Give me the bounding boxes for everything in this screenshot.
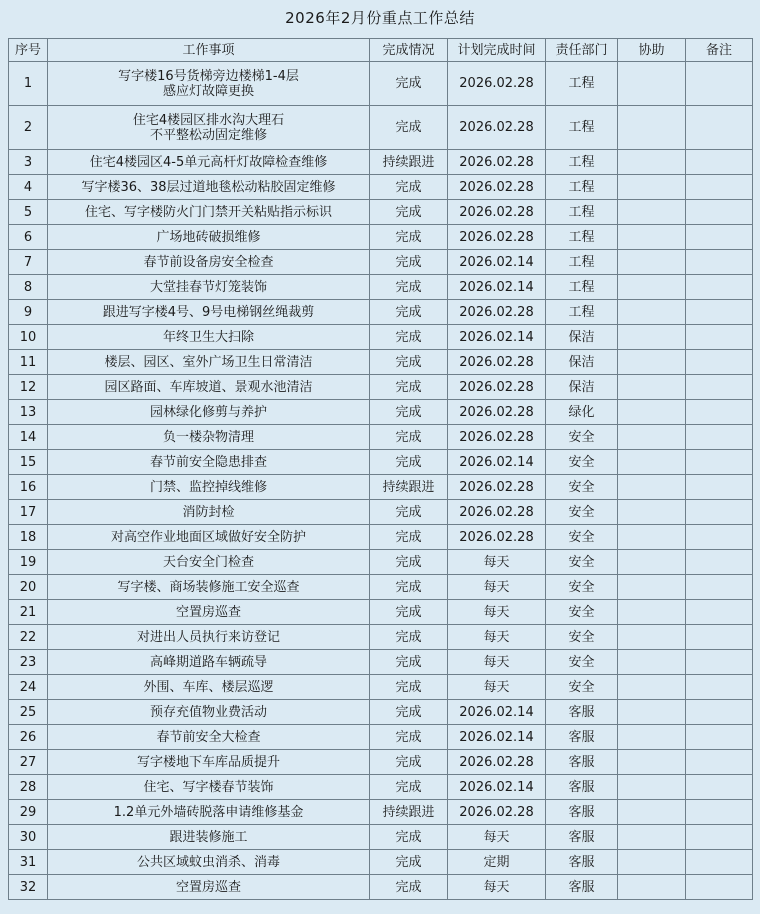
table-row: [9, 225, 753, 250]
header-note: 备注: [686, 39, 753, 62]
responsible-dept: 客服: [546, 750, 618, 775]
planned-date: 每天: [448, 625, 546, 650]
completion-status: 完成: [370, 275, 448, 300]
assist-cell: [618, 300, 686, 325]
row-number: 5: [9, 200, 48, 225]
note-cell: [686, 400, 753, 425]
work-item: 春节前安全隐患排查: [48, 450, 370, 475]
completion-status: 完成: [370, 375, 448, 400]
work-item: 空置房巡查: [48, 600, 370, 625]
row-number: 3: [9, 150, 48, 175]
responsible-dept: 工程: [546, 300, 618, 325]
note-cell: [686, 150, 753, 175]
completion-status: 完成: [370, 650, 448, 675]
row-number: 11: [9, 350, 48, 375]
note-cell: [686, 325, 753, 350]
responsible-dept: 安全: [546, 525, 618, 550]
planned-date: 2026.02.28: [448, 106, 546, 150]
table-header-row: [9, 39, 753, 62]
assist-cell: [618, 350, 686, 375]
completion-status: 完成: [370, 825, 448, 850]
responsible-dept: 客服: [546, 850, 618, 875]
planned-date: 2026.02.28: [448, 350, 546, 375]
work-item: 天台安全门检查: [48, 550, 370, 575]
planned-date: 定期: [448, 850, 546, 875]
work-item: 大堂挂春节灯笼装饰: [48, 275, 370, 300]
planned-date: 2026.02.28: [448, 475, 546, 500]
note-cell: [686, 300, 753, 325]
table-body: [9, 62, 753, 900]
row-number: 24: [9, 675, 48, 700]
work-item: 对进出人员执行来访登记: [48, 625, 370, 650]
planned-date: 2026.02.28: [448, 62, 546, 106]
assist-cell: [618, 775, 686, 800]
planned-date: 每天: [448, 650, 546, 675]
table-row: [9, 725, 753, 750]
note-cell: [686, 700, 753, 725]
assist-cell: [618, 725, 686, 750]
assist-cell: [618, 650, 686, 675]
assist-cell: [618, 500, 686, 525]
work-item: 住宅、写字楼防火门门禁开关粘贴指示标识: [48, 200, 370, 225]
work-summary-table: [8, 38, 753, 900]
planned-date: 每天: [448, 575, 546, 600]
row-number: 28: [9, 775, 48, 800]
completion-status: 完成: [370, 875, 448, 900]
table-row: [9, 800, 753, 825]
completion-status: 完成: [370, 725, 448, 750]
note-cell: [686, 500, 753, 525]
planned-date: 2026.02.14: [448, 725, 546, 750]
completion-status: 完成: [370, 425, 448, 450]
responsible-dept: 安全: [546, 500, 618, 525]
completion-status: 完成: [370, 450, 448, 475]
note-cell: [686, 62, 753, 106]
table-row: [9, 625, 753, 650]
table-row: [9, 400, 753, 425]
completion-status: 完成: [370, 775, 448, 800]
planned-date: 2026.02.14: [448, 450, 546, 475]
table-row: [9, 175, 753, 200]
completion-status: 完成: [370, 62, 448, 106]
row-number: 25: [9, 700, 48, 725]
row-number: 18: [9, 525, 48, 550]
assist-cell: [618, 525, 686, 550]
work-item: 公共区域蚊虫消杀、消毒: [48, 850, 370, 875]
note-cell: [686, 850, 753, 875]
responsible-dept: 工程: [546, 200, 618, 225]
table-row: [9, 750, 753, 775]
note-cell: [686, 725, 753, 750]
row-number: 7: [9, 250, 48, 275]
planned-date: 2026.02.28: [448, 500, 546, 525]
work-item: 春节前安全大检查: [48, 725, 370, 750]
planned-date: 每天: [448, 675, 546, 700]
planned-date: 2026.02.28: [448, 800, 546, 825]
completion-status: 完成: [370, 225, 448, 250]
assist-cell: [618, 450, 686, 475]
work-item: 消防封检: [48, 500, 370, 525]
planned-date: 2026.02.14: [448, 325, 546, 350]
row-number: 23: [9, 650, 48, 675]
row-number: 29: [9, 800, 48, 825]
completion-status: 完成: [370, 625, 448, 650]
planned-date: 2026.02.14: [448, 700, 546, 725]
responsible-dept: 保洁: [546, 325, 618, 350]
work-item: 对高空作业地面区域做好安全防护: [48, 525, 370, 550]
completion-status: 完成: [370, 600, 448, 625]
planned-date: 2026.02.28: [448, 425, 546, 450]
row-number: 21: [9, 600, 48, 625]
responsible-dept: 客服: [546, 875, 618, 900]
assist-cell: [618, 400, 686, 425]
table-row: [9, 325, 753, 350]
row-number: 6: [9, 225, 48, 250]
assist-cell: [618, 62, 686, 106]
assist-cell: [618, 225, 686, 250]
work-item: 楼层、园区、室外广场卫生日常清洁: [48, 350, 370, 375]
responsible-dept: 工程: [546, 225, 618, 250]
assist-cell: [618, 625, 686, 650]
assist-cell: [618, 106, 686, 150]
completion-status: 完成: [370, 106, 448, 150]
planned-date: 2026.02.28: [448, 525, 546, 550]
note-cell: [686, 600, 753, 625]
responsible-dept: 保洁: [546, 350, 618, 375]
assist-cell: [618, 175, 686, 200]
page-title: 2026年2月份重点工作总结: [285, 9, 475, 27]
assist-cell: [618, 375, 686, 400]
note-cell: [686, 200, 753, 225]
note-cell: [686, 650, 753, 675]
note-cell: [686, 250, 753, 275]
row-number: 19: [9, 550, 48, 575]
row-number: 2: [9, 106, 48, 150]
work-item: 外围、车库、楼层巡逻: [48, 675, 370, 700]
assist-cell: [618, 150, 686, 175]
planned-date: 2026.02.14: [448, 275, 546, 300]
header-no: 序号: [9, 39, 48, 62]
row-number: 12: [9, 375, 48, 400]
assist-cell: [618, 675, 686, 700]
note-cell: [686, 825, 753, 850]
row-number: 14: [9, 425, 48, 450]
work-item: 写字楼、商场装修施工安全巡查: [48, 575, 370, 600]
row-number: 15: [9, 450, 48, 475]
row-number: 31: [9, 850, 48, 875]
note-cell: [686, 275, 753, 300]
note-cell: [686, 875, 753, 900]
note-cell: [686, 575, 753, 600]
note-cell: [686, 175, 753, 200]
table-row: [9, 425, 753, 450]
planned-date: 2026.02.28: [448, 150, 546, 175]
table-row: [9, 250, 753, 275]
work-item: 预存充值物业费活动: [48, 700, 370, 725]
row-number: 17: [9, 500, 48, 525]
table-row: [9, 700, 753, 725]
responsible-dept: 安全: [546, 450, 618, 475]
assist-cell: [618, 275, 686, 300]
responsible-dept: 工程: [546, 106, 618, 150]
planned-date: 2026.02.28: [448, 225, 546, 250]
responsible-dept: 客服: [546, 700, 618, 725]
planned-date: 2026.02.14: [448, 775, 546, 800]
table-row: [9, 275, 753, 300]
work-item: 住宅、写字楼春节装饰: [48, 775, 370, 800]
table-row: [9, 675, 753, 700]
table-row: [9, 550, 753, 575]
row-number: 1: [9, 62, 48, 106]
work-item: 写字楼36、38层过道地毯松动粘胶固定维修: [48, 175, 370, 200]
responsible-dept: 绿化: [546, 400, 618, 425]
table-row: [9, 825, 753, 850]
completion-status: 完成: [370, 250, 448, 275]
responsible-dept: 安全: [546, 550, 618, 575]
completion-status: 完成: [370, 525, 448, 550]
assist-cell: [618, 750, 686, 775]
work-item: 春节前设备房安全检查: [48, 250, 370, 275]
completion-status: 完成: [370, 200, 448, 225]
note-cell: [686, 775, 753, 800]
completion-status: 持续跟进: [370, 475, 448, 500]
note-cell: [686, 675, 753, 700]
assist-cell: [618, 800, 686, 825]
work-item: 空置房巡查: [48, 875, 370, 900]
responsible-dept: 安全: [546, 625, 618, 650]
note-cell: [686, 550, 753, 575]
assist-cell: [618, 850, 686, 875]
responsible-dept: 工程: [546, 175, 618, 200]
assist-cell: [618, 550, 686, 575]
responsible-dept: 安全: [546, 675, 618, 700]
assist-cell: [618, 425, 686, 450]
work-item: 跟进写字楼4号、9号电梯钢丝绳裁剪: [48, 300, 370, 325]
work-item: 年终卫生大扫除: [48, 325, 370, 350]
table-row: [9, 600, 753, 625]
responsible-dept: 安全: [546, 425, 618, 450]
assist-cell: [618, 250, 686, 275]
header-dept: 责任部门: [546, 39, 618, 62]
work-item: 园区路面、车库坡道、景观水池清洁: [48, 375, 370, 400]
row-number: 9: [9, 300, 48, 325]
table-row: [9, 500, 753, 525]
table-row: [9, 150, 753, 175]
assist-cell: [618, 600, 686, 625]
note-cell: [686, 225, 753, 250]
table-row: [9, 300, 753, 325]
planned-date: 每天: [448, 600, 546, 625]
assist-cell: [618, 575, 686, 600]
work-item: 住宅4楼园区排水沟大理石 不平整松动固定维修: [48, 106, 370, 150]
work-item: 跟进装修施工: [48, 825, 370, 850]
assist-cell: [618, 875, 686, 900]
header-date: 计划完成时间: [448, 39, 546, 62]
responsible-dept: 工程: [546, 62, 618, 106]
note-cell: [686, 800, 753, 825]
completion-status: 完成: [370, 175, 448, 200]
completion-status: 完成: [370, 325, 448, 350]
completion-status: 完成: [370, 500, 448, 525]
assist-cell: [618, 475, 686, 500]
planned-date: 2026.02.28: [448, 400, 546, 425]
work-item: 负一楼杂物清理: [48, 425, 370, 450]
table-row: [9, 575, 753, 600]
completion-status: 持续跟进: [370, 800, 448, 825]
planned-date: 2026.02.28: [448, 300, 546, 325]
responsible-dept: 安全: [546, 600, 618, 625]
assist-cell: [618, 325, 686, 350]
work-item: 园林绿化修剪与养护: [48, 400, 370, 425]
table-row: [9, 850, 753, 875]
assist-cell: [618, 700, 686, 725]
note-cell: [686, 750, 753, 775]
row-number: 16: [9, 475, 48, 500]
assist-cell: [618, 200, 686, 225]
planned-date: 每天: [448, 825, 546, 850]
table-row: [9, 375, 753, 400]
note-cell: [686, 450, 753, 475]
work-item: 写字楼16号货梯旁边楼梯1-4层 感应灯故障更换: [48, 62, 370, 106]
table-row: [9, 106, 753, 150]
table-row: [9, 650, 753, 675]
row-number: 30: [9, 825, 48, 850]
row-number: 22: [9, 625, 48, 650]
responsible-dept: 安全: [546, 575, 618, 600]
planned-date: 2026.02.28: [448, 175, 546, 200]
completion-status: 完成: [370, 550, 448, 575]
completion-status: 完成: [370, 700, 448, 725]
row-number: 26: [9, 725, 48, 750]
work-item: 1.2单元外墙砖脱落申请维修基金: [48, 800, 370, 825]
header-status: 完成情况: [370, 39, 448, 62]
note-cell: [686, 525, 753, 550]
responsible-dept: 客服: [546, 825, 618, 850]
completion-status: 完成: [370, 850, 448, 875]
planned-date: 2026.02.28: [448, 200, 546, 225]
header-item: 工作事项: [48, 39, 370, 62]
completion-status: 完成: [370, 575, 448, 600]
note-cell: [686, 350, 753, 375]
header-assist: 协助: [618, 39, 686, 62]
work-item: 高峰期道路车辆疏导: [48, 650, 370, 675]
planned-date: 2026.02.28: [448, 375, 546, 400]
work-item: 写字楼地下车库品质提升: [48, 750, 370, 775]
completion-status: 完成: [370, 300, 448, 325]
responsible-dept: 工程: [546, 250, 618, 275]
assist-cell: [618, 825, 686, 850]
row-number: 27: [9, 750, 48, 775]
table-row: [9, 200, 753, 225]
completion-status: 完成: [370, 400, 448, 425]
note-cell: [686, 106, 753, 150]
planned-date: 每天: [448, 550, 546, 575]
responsible-dept: 安全: [546, 650, 618, 675]
planned-date: 2026.02.28: [448, 750, 546, 775]
responsible-dept: 客服: [546, 800, 618, 825]
work-item: 门禁、监控掉线维修: [48, 475, 370, 500]
table-row: [9, 450, 753, 475]
row-number: 20: [9, 575, 48, 600]
responsible-dept: 工程: [546, 150, 618, 175]
row-number: 8: [9, 275, 48, 300]
table-row: [9, 525, 753, 550]
table-row: [9, 62, 753, 106]
work-item: 广场地砖破损维修: [48, 225, 370, 250]
work-item: 住宅4楼园区4-5单元高杆灯故障检查维修: [48, 150, 370, 175]
row-number: 4: [9, 175, 48, 200]
responsible-dept: 保洁: [546, 375, 618, 400]
completion-status: 持续跟进: [370, 150, 448, 175]
note-cell: [686, 625, 753, 650]
planned-date: 2026.02.14: [448, 250, 546, 275]
responsible-dept: 工程: [546, 275, 618, 300]
planned-date: 每天: [448, 875, 546, 900]
note-cell: [686, 375, 753, 400]
table-row: [9, 475, 753, 500]
responsible-dept: 客服: [546, 725, 618, 750]
responsible-dept: 客服: [546, 775, 618, 800]
row-number: 10: [9, 325, 48, 350]
completion-status: 完成: [370, 750, 448, 775]
row-number: 32: [9, 875, 48, 900]
note-cell: [686, 475, 753, 500]
completion-status: 完成: [370, 675, 448, 700]
responsible-dept: 安全: [546, 475, 618, 500]
completion-status: 完成: [370, 350, 448, 375]
row-number: 13: [9, 400, 48, 425]
table-row: [9, 775, 753, 800]
table-row: [9, 350, 753, 375]
table-row: [9, 875, 753, 900]
note-cell: [686, 425, 753, 450]
